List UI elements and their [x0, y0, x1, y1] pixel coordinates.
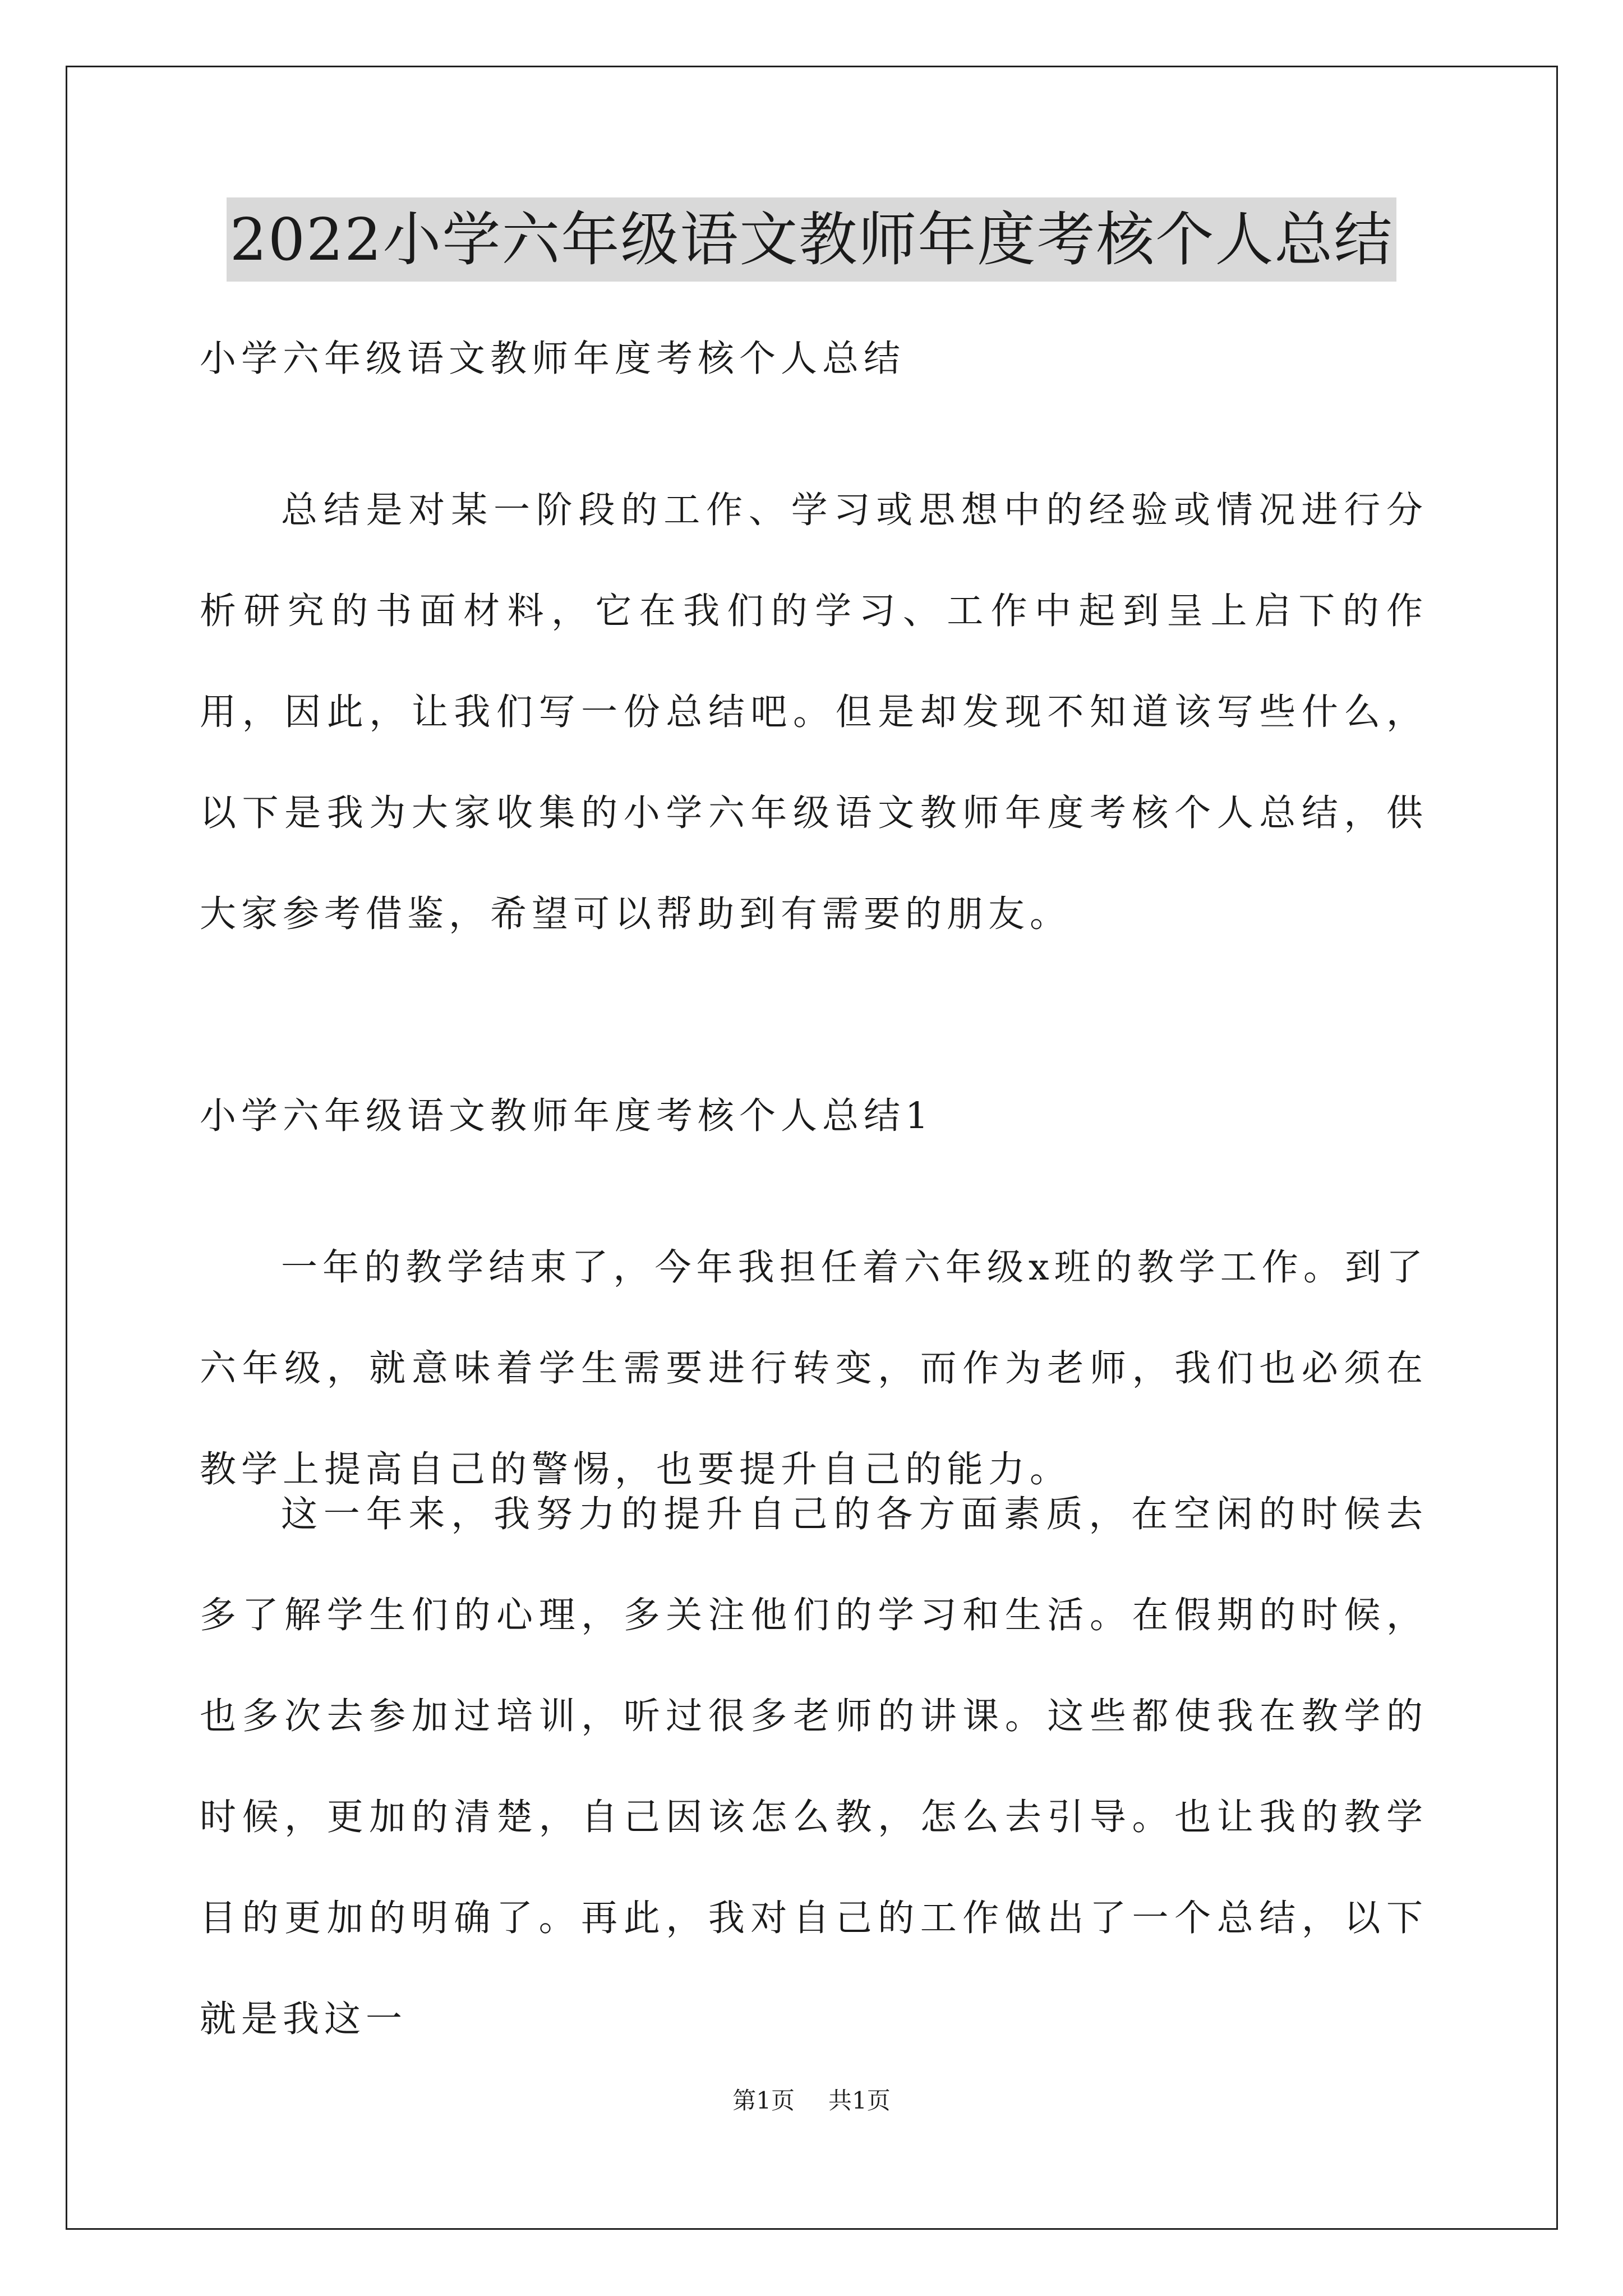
document-title: 2022小学六年级语文教师年度考核个人总结	[227, 197, 1397, 282]
section-heading: 小学六年级语文教师年度考核个人总结1	[200, 1095, 934, 1137]
title-block	[0, 197, 1623, 282]
intro-section	[200, 460, 1428, 965]
page-number-total: 共1页	[828, 2087, 891, 2114]
section-body-2	[200, 1464, 1428, 2070]
page-number-current: 第1页	[732, 2087, 795, 2114]
intro-paragraph: 总结是对某一阶段的工作、学习或思想中的经验或情况进行分析研究的书面材料，它在我们的学习、工作中起到呈上启下的作用，因此，让我们写一份总结吧。但是却发现不知道该写些什么，以下是我为大家收集的小学六年级语文教师年度考核个人总结，供大家参考借鉴，希望可以帮助到有需要的朋友。	[200, 489, 1428, 935]
section-paragraph: 一年的教学结束了，今年我担任着六年级x班的教学工作。到了六年级，就意味着学生需要进行转变，而作为老师，我们也必须在教学上提高自己的警惕，也要提升自己的能力。	[200, 1246, 1428, 1490]
document-subtitle: 小学六年级语文教师年度考核个人总结	[200, 338, 906, 380]
section-paragraph: 这一年来，我努力的提升自己的各方面素质，在空闲的时候去多了解学生们的心理，多关注他们的学习和生活。在假期的时候，也多次去参加过培训，听过很多老师的讲课。这些都使我在教学的时候，更加的清楚，自己因该怎么教，怎么去引导。也让我的教学目的更加的明确了。再此，我对自己的工作做出了一个总结，以下就是我这一	[200, 1493, 1428, 2040]
page-footer	[0, 2084, 1623, 2118]
